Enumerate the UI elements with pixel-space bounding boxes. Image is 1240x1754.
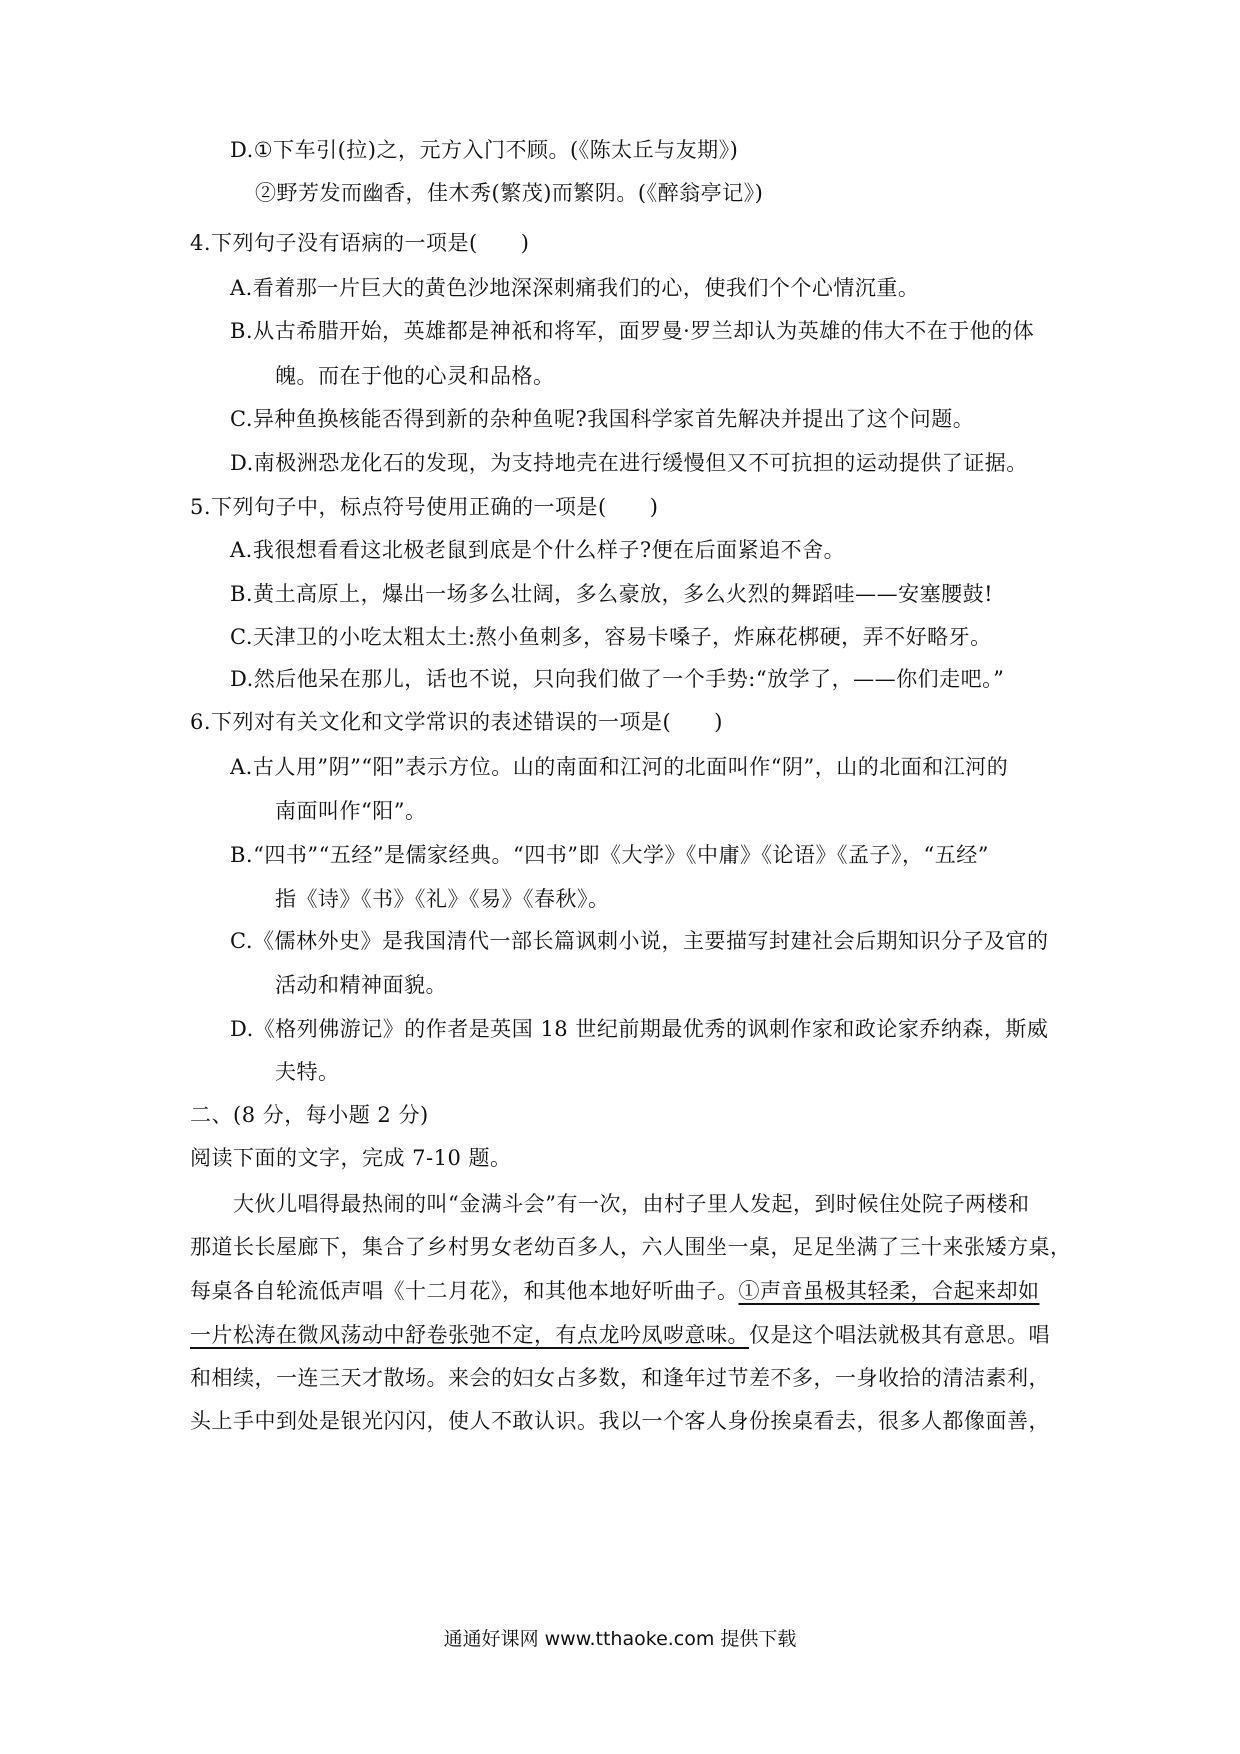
q6-option-d-line1: D.《格列佛游记》的作者是英国 18 世纪前期最优秀的讽刺作家和政论家乔纳森，斯威 [230, 1017, 1049, 1041]
passage-line-2: 那道长长屋廊下，集合了乡村男女老幼百多人，六人围坐一桌，足足坐满了三十来张矮方桌， [190, 1235, 1072, 1259]
q4-option-b-line1: B.从古希腊开始，英雄都是神祇和将军，面罗曼·罗兰却认为英雄的伟大不在于他的体 [230, 319, 1035, 343]
q5-option-a: A.我很想看看这北极老鼠到底是个什么样子?便在后面紧追不舍。 [230, 538, 846, 562]
passage-line-5: 和相续，一连三天才散场。来会的妇女占多数，和逢年过节差不多，一身收拾的清洁素利， [190, 1366, 1050, 1390]
q6-stem: 6.下列对有关文化和文学常识的表述错误的一项是( ) [190, 710, 723, 734]
q4-stem: 4.下列句子没有语病的一项是( ) [190, 231, 530, 255]
page-footer: 通通好课网 www.tthaoke.com 提供下载 [443, 1628, 797, 1650]
q6-option-a-line2: 南面叫作“阳”。 [275, 799, 427, 823]
q3-option-d-line2: ②野芳发而幽香，佳木秀(繁茂)而繁阴。(《醉翁亭记》) [255, 181, 764, 205]
q6-option-a-line1: A.古人用”阴”“阳”表示方位。山的南面和江河的北面叫作“阴”，山的北面和江河的 [230, 755, 1009, 779]
q5-stem: 5.下列句子中，标点符号使用正确的一项是( ) [190, 495, 659, 519]
passage-line-4 [190, 1320, 1050, 1350]
q4-option-d: D.南极洲恐龙化石的发现，为支持地壳在进行缓慢但又不可抗担的运动提供了证据。 [230, 451, 1028, 475]
q5-option-d: D.然后他呆在那儿，话也不说，只向我们做了一个手势:“放学了，——你们走吧。” [230, 667, 1005, 691]
section-heading: 二、(8 分，每小题 2 分) [190, 1103, 429, 1127]
passage-line-3 [190, 1276, 1040, 1306]
q4-option-b-line2: 魄。而在于他的心灵和品格。 [275, 364, 555, 388]
underlined-sentence-part2: 一片松涛在微风荡动中舒卷张弛不定，有点龙吟凤哕意味。 [190, 1323, 749, 1347]
underlined-sentence-part1: ①声音虽极其轻柔，合起来却如 [738, 1279, 1040, 1303]
q6-option-c-line2: 活动和精神面貌。 [275, 973, 447, 997]
passage-line-4-text: 仅是这个唱法就极其有意思。唱 [749, 1323, 1050, 1347]
passage-line-3-text: 每桌各自轮流低声唱《十二月花》，和其他本地好听曲子。 [190, 1279, 739, 1303]
q6-option-c-line1: C.《儒林外史》是我国清代一部长篇讽刺小说，主要描写封建社会后期知识分子及官的 [230, 929, 1049, 953]
q3-option-d-line1: D.①下车引(拉)之，元方入门不顾。(《陈太丘与友期》) [230, 138, 739, 162]
q4-option-a: A.看着那一片巨大的黄色沙地深深刺痛我们的心，使我们个个心情沉重。 [230, 276, 920, 300]
q5-option-b: B.黄土高原上，爆出一场多么壮阔，多么豪放，多么火烈的舞蹈哇——安塞腰鼓! [230, 582, 994, 606]
reading-instruction: 阅读下面的文字，完成 7-10 题。 [190, 1146, 512, 1170]
passage-line-1: 大伙儿唱得最热闹的叫“金满斗会”有一次，由村子里人发起，到时候住处院子两楼和 [190, 1192, 1030, 1216]
passage-line-6: 头上手中到处是银光闪闪，使人不敢认识。我以一个客人身份挨桌看去，很多人都像面善， [190, 1409, 1050, 1433]
q4-option-c: C.异种鱼换核能否得到新的杂种鱼呢?我国科学家首先解决并提出了这个问题。 [230, 407, 975, 431]
q6-option-b-line1: B.“四书”“五经”是儒家经典。“四书”即《大学》《中庸》《论语》《孟子》，“五经” [230, 843, 989, 867]
q6-option-d-line2: 夫特。 [275, 1060, 340, 1084]
q6-option-b-line2: 指《诗》《书》《礼》《易》《春秋》。 [275, 887, 610, 911]
q5-option-c: C.天津卫的小吃太粗太土:熬小鱼刺多，容易卡嗓子，炸麻花梆硬，弄不好略牙。 [230, 625, 992, 649]
